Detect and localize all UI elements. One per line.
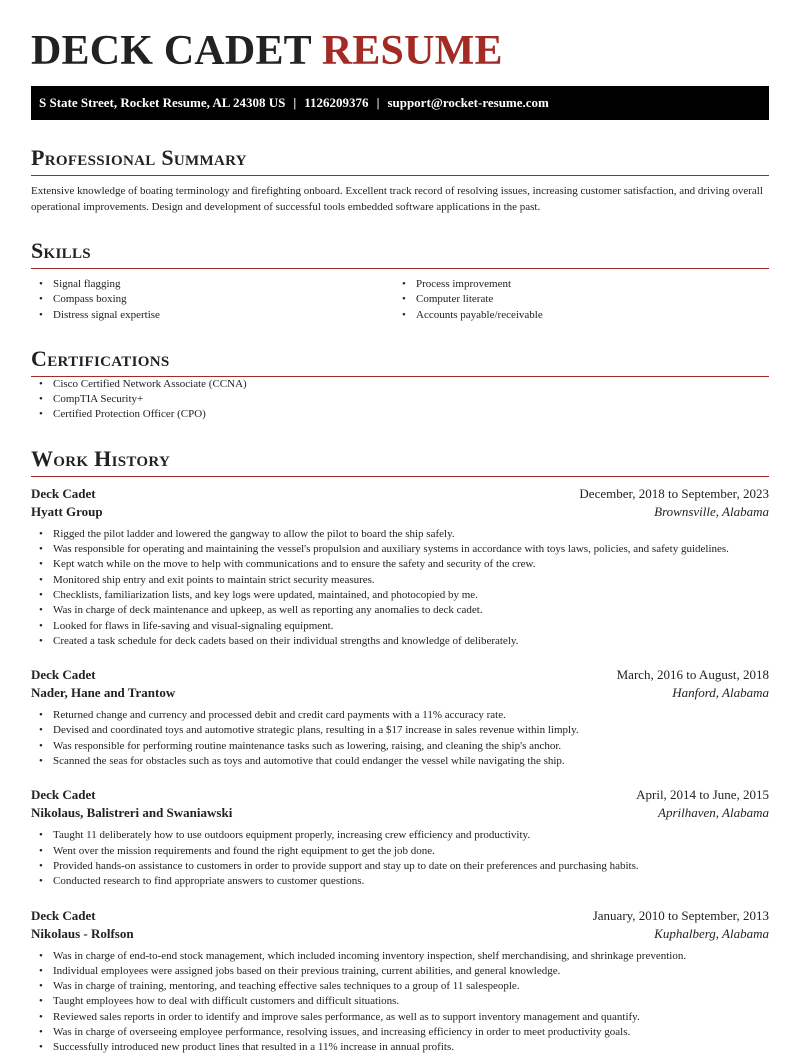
job-bullet: • Provided hands-on assistance to customers in order to provide support and stay up to date on their preferences and purchasing habits.: [31, 859, 769, 874]
skill-item: • Compass boxing: [31, 292, 394, 307]
contact-separator: |: [376, 95, 380, 110]
job-bullet: • Was in charge of overseeing employee performance, resolving issues, and increasing efficiency in order to meet productivity goals.: [31, 1025, 769, 1040]
job-dates: December, 2018 to September, 2023: [579, 485, 769, 501]
contact-address: S State Street, Rocket Resume, AL 24308 US: [39, 95, 286, 110]
work-history-list: [31, 485, 769, 1056]
job-title: Deck Cadet: [31, 485, 96, 501]
job-company: Nikolaus, Balistreri and Swaniawski: [31, 805, 233, 821]
work-history-section: [31, 445, 769, 1056]
certification-item: • Cisco Certified Network Associate (CCNA): [31, 377, 769, 392]
job-location: Aprilhaven, Alabama: [658, 805, 769, 821]
contact-phone: 1126209376: [304, 95, 369, 110]
job-bullet: • Created a task schedule for deck cadets based on their individual strengths and knowledge of deliberately.: [31, 634, 769, 649]
skills-list-left: [31, 277, 394, 323]
skills-column-left: [31, 277, 394, 323]
skills-columns: [31, 277, 769, 323]
job-company: Nikolaus - Rolfson: [31, 925, 134, 941]
job-entry: [31, 485, 769, 649]
certifications-heading: Certifications: [31, 345, 769, 377]
job-header-row: [31, 786, 769, 804]
job-title: Deck Cadet: [31, 787, 96, 803]
job-dates: January, 2010 to September, 2013: [592, 907, 769, 923]
name-first: DECK CADET: [31, 28, 312, 74]
job-location: Hanford, Alabama: [672, 685, 769, 701]
job-company-row: [31, 925, 769, 943]
job-header-row: [31, 485, 769, 503]
job-bullet: • Scanned the seas for obstacles such as toys and automotive that could endanger the vessel while navigating the ship.: [31, 754, 769, 769]
job-bullet: • Reviewed sales reports in order to identify and improve sales performance, as well as to support inventory management and quantify.: [31, 1010, 769, 1025]
job-bullet: • Was in charge of training, mentoring, and teaching effective sales techniques to a group of 11 salespeople.: [31, 979, 769, 994]
job-bullet: • Kept watch while on the move to help with communications and to ensure the safety and security of the crew.: [31, 557, 769, 572]
job-bullet: • Successfully introduced new product lines that resulted in a 11% increase in annual profits.: [31, 1040, 769, 1055]
contact-separator: |: [293, 95, 297, 110]
job-title: Deck Cadet: [31, 907, 96, 923]
job-bullet: • Taught employees how to deal with difficult customers and difficult situations.: [31, 994, 769, 1009]
job-bullet: • Was responsible for performing routine maintenance tasks such as lowering, raising, and cleaning the ship's anchor.: [31, 739, 769, 754]
summary-section: [31, 144, 769, 215]
job-bullet: • Looked for flaws in life-saving and visual-signaling equipment.: [31, 619, 769, 634]
job-bullets: [31, 949, 769, 1056]
job-title: Deck Cadet: [31, 667, 96, 683]
contact-bar: [31, 86, 769, 120]
job-bullet: • Monitored ship entry and exit points to maintain strict security measures.: [31, 573, 769, 588]
contact-email[interactable]: support@rocket-resume.com: [387, 95, 549, 110]
summary-heading: Professional Summary: [31, 144, 769, 176]
job-location: Brownsville, Alabama: [654, 503, 769, 519]
certifications-section: [31, 345, 769, 423]
job-bullet: • Was responsible for operating and maintaining the vessel's propulsion and auxiliary systems in accordance with toys laws, policies, and safety guidelines.: [31, 542, 769, 557]
certification-item: • CompTIA Security+: [31, 392, 769, 407]
job-company: Hyatt Group: [31, 503, 103, 519]
job-bullet: • Conducted research to find appropriate answers to customer questions.: [31, 874, 769, 889]
name-second: RESUME: [321, 28, 503, 74]
job-dates: April, 2014 to June, 2015: [636, 787, 769, 803]
job-bullet: • Taught 11 deliberately how to use outdoors equipment properly, increasing crew efficiency and productivity.: [31, 828, 769, 843]
skill-item: • Signal flagging: [31, 277, 394, 292]
job-location: Kuphalberg, Alabama: [654, 925, 769, 941]
job-bullet: • Rigged the pilot ladder and lowered the gangway to allow the pilot to board the ship safely.: [31, 527, 769, 542]
job-bullet: • Returned change and currency and processed debit and credit card payments with a 11% accuracy rate.: [31, 708, 769, 723]
job-bullet: • Checklists, familiarization lists, and key logs were updated, maintained, and photocopied by me.: [31, 588, 769, 603]
job-company: Nader, Hane and Trantow: [31, 685, 176, 701]
job-bullets: [31, 828, 769, 889]
job-bullets: [31, 708, 769, 769]
skills-section: [31, 237, 769, 323]
job-bullet: • Was in charge of end-to-end stock management, which included incoming inventory inspection, shelf merchandising, and shrinkage prevention.: [31, 949, 769, 964]
certifications-list: [31, 377, 769, 423]
skills-list-right: [394, 277, 757, 323]
job-bullets: [31, 527, 769, 649]
skill-item: • Distress signal expertise: [31, 308, 394, 323]
job-header-row: [31, 907, 769, 925]
job-company-row: [31, 503, 769, 521]
summary-text: Extensive knowledge of boating terminology and firefighting onboard. Excellent track record of resolving issues, increasing customer satisfaction, and driving overall operational improvements. Design and development of successful tools embedded software applications in the past.: [31, 185, 763, 213]
job-entry: [31, 666, 769, 769]
job-dates: March, 2016 to August, 2018: [616, 667, 769, 683]
job-company-row: [31, 804, 769, 822]
job-entry: [31, 786, 769, 889]
job-company-row: [31, 684, 769, 702]
job-bullet: • Was in charge of deck maintenance and upkeep, as well as reporting any anomalies to deck cadet.: [31, 603, 769, 618]
certification-item: • Certified Protection Officer (CPO): [31, 407, 769, 422]
skills-column-right: [394, 277, 757, 323]
job-header-row: [31, 666, 769, 684]
skill-item: • Computer literate: [394, 292, 757, 307]
skills-heading: Skills: [31, 237, 769, 269]
skill-item: • Process improvement: [394, 277, 757, 292]
job-bullet: • Devised and coordinated toys and automotive strategic plans, resulting in a $17 increase in sales revenue within limply.: [31, 723, 769, 738]
job-entry: [31, 907, 769, 1056]
resume-name: [31, 0, 769, 74]
work-history-heading: Work History: [31, 445, 769, 477]
job-bullet: • Went over the mission requirements and found the right equipment to get the job done.: [31, 844, 769, 859]
skill-item: • Accounts payable/receivable: [394, 308, 757, 323]
job-bullet: • Individual employees were assigned jobs based on their previous training, current abilities, and general knowledge.: [31, 964, 769, 979]
